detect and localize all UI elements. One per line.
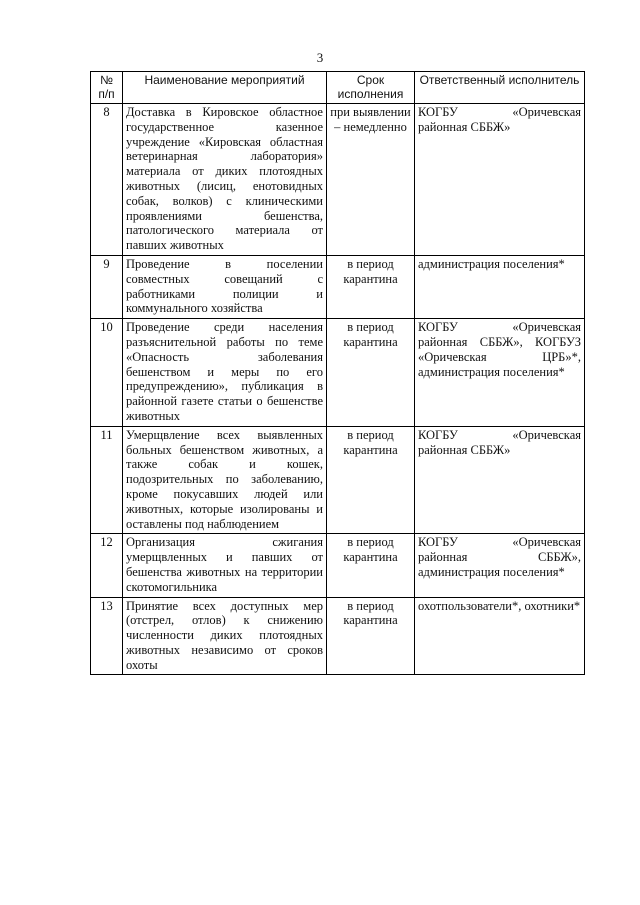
measure-term: при выявлении – немедленно — [327, 104, 415, 256]
measure-name: Умерщвление всех выявленных больных бешенством животных, а также собак и кошек, подозрительных по заболеванию, кроме покусавших людей или животных, которые изолированы и оставлены под наблюдением — [123, 426, 327, 534]
measure-name: Проведение в поселении совместных совещаний с работниками полиции и коммунального хозяйства — [123, 255, 327, 318]
header-name: Наименование мероприятий — [123, 72, 327, 104]
measure-responsible: охотпользователи*, охотники* — [415, 597, 585, 675]
measure-term: в период карантина — [327, 534, 415, 597]
measure-name: Доставка в Кировское областное государственное казенное учреждение «Кировская областная ветеринарная лаборатория» материала от диких плотоядных животных (лисиц, енотовидных собак, волков) с клиническими проявлениями бешенства, патологического материала от павших животных — [123, 104, 327, 256]
measure-term: в период карантина — [327, 255, 415, 318]
table-row — [91, 534, 585, 597]
row-number: 12 — [91, 534, 123, 597]
measure-name: Принятие всех доступных мер (отстрел, отлов) к снижению численности диких плотоядных животных независимо от сроков охоты — [123, 597, 327, 675]
measure-term: в период карантина — [327, 597, 415, 675]
measures-table — [90, 71, 585, 675]
table-row — [91, 597, 585, 675]
header-term: Срок исполнения — [327, 72, 415, 104]
table-row — [91, 104, 585, 256]
row-number: 8 — [91, 104, 123, 256]
row-number: 11 — [91, 426, 123, 534]
measure-responsible: КОГБУ «Оричевская районная СББЖ» — [415, 104, 585, 256]
measure-name: Проведение среди населения разъяснительной работы по теме «Опасность заболевания бешенством и меры по его предупреждению», публикация в районной газете статьи о бешенстве животных — [123, 319, 327, 427]
row-number: 13 — [91, 597, 123, 675]
measure-name: Организация сжигания умерщвленных и павших от бешенства животных на территории скотомогильника — [123, 534, 327, 597]
measure-responsible: КОГБУ «Оричевская районная СББЖ», администрация поселения* — [415, 534, 585, 597]
header-num: № п/п — [91, 72, 123, 104]
measure-responsible: КОГБУ «Оричевская районная СББЖ» — [415, 426, 585, 534]
row-number: 10 — [91, 319, 123, 427]
table-row — [91, 319, 585, 427]
measure-responsible: администрация поселения* — [415, 255, 585, 318]
header-responsible: Ответственный исполнитель — [415, 72, 585, 104]
table-row — [91, 426, 585, 534]
measure-term: в период карантина — [327, 426, 415, 534]
page-number: 3 — [316, 50, 324, 65]
measure-responsible: КОГБУ «Оричевская районная СББЖ», КОГБУЗ «Оричевская ЦРБ»*, администрация поселения* — [415, 319, 585, 427]
table-row — [91, 255, 585, 318]
row-number: 9 — [91, 255, 123, 318]
table-header-row — [91, 72, 585, 104]
measure-term: в период карантина — [327, 319, 415, 427]
